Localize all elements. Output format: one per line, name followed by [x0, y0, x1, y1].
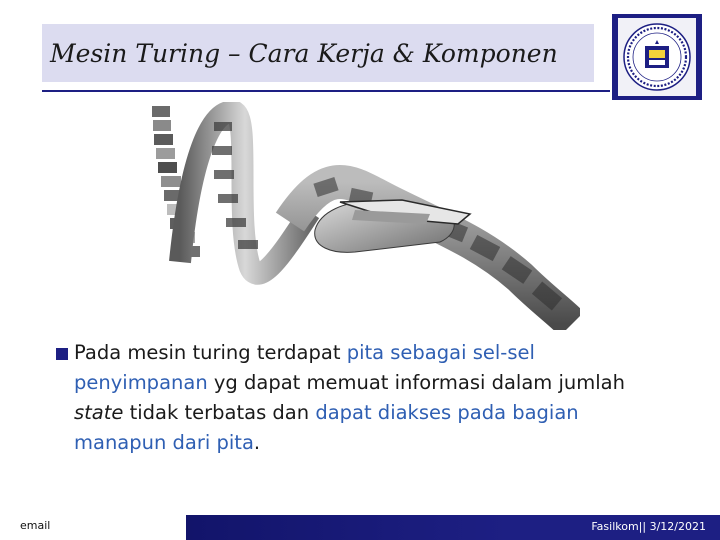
bullet-text-part: Pada mesin turing terdapat	[74, 341, 347, 364]
bullet-highlight-tape: pita sebagai sel-sel penyimpanan	[74, 341, 535, 394]
bullet-text	[74, 338, 664, 458]
footer-email: email	[20, 519, 51, 532]
bullet-text-part: .	[253, 431, 261, 454]
footer-info: Fasilkom|| 3/12/2021	[591, 520, 706, 533]
turing-tape-illustration	[140, 102, 580, 330]
bullet-italic-state: state	[74, 401, 124, 424]
bullet-highlight-access: dapat diakses pada bagian manapun dari pita	[74, 401, 579, 454]
university-seal-icon	[622, 22, 692, 92]
title-underline	[42, 90, 610, 92]
bullet-text-part: yg dapat memuat informasi dalam jumlah	[207, 371, 625, 394]
square-bullet-icon	[56, 348, 68, 360]
slide-title: Mesin Turing – Cara Kerja & Komponen	[50, 39, 558, 68]
bullet-text-part: tidak terbatas dan	[123, 401, 316, 424]
